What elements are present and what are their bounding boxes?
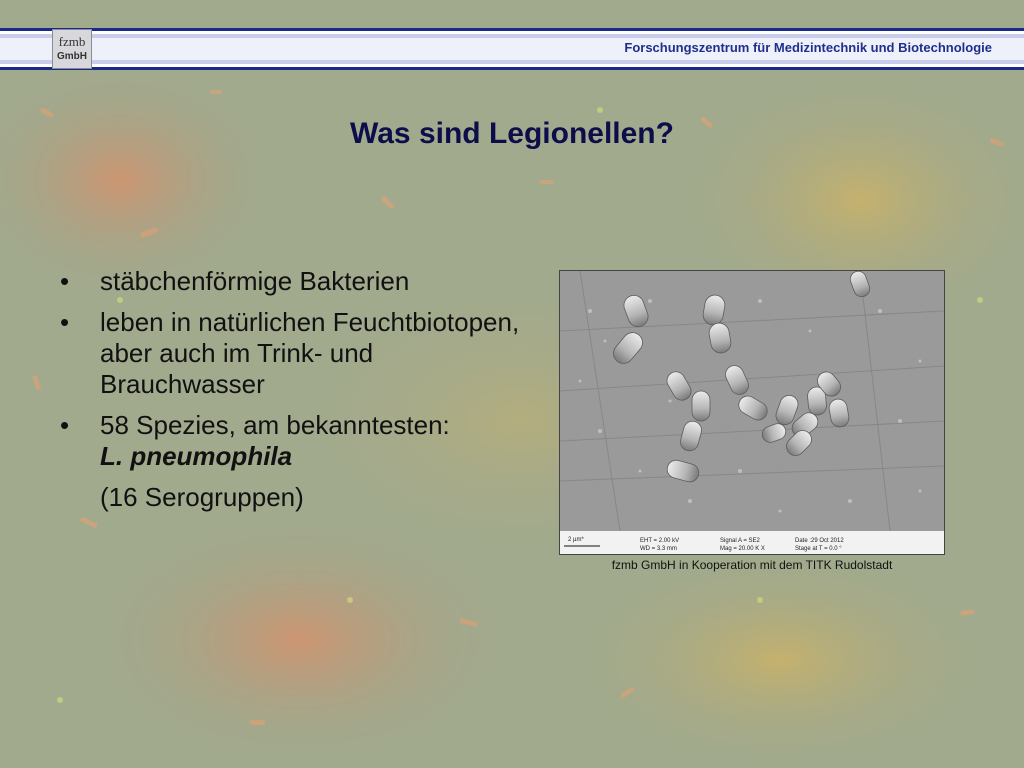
sem-date: Date :29 Oct 2012 <box>795 538 844 544</box>
logo-text-top: fzmb <box>58 34 86 49</box>
logo-text-bottom: GmbH <box>57 51 87 62</box>
bullet-dot-icon: • <box>60 307 70 337</box>
species-name: L. pneumophila <box>100 441 293 471</box>
organization-name: Forschungszentrum für Medizintechnik und Biotechnologie <box>624 40 992 55</box>
sem-mag: Mag = 20.00 K X <box>720 546 765 552</box>
bullet-list <box>60 266 530 523</box>
sem-scale-bar: 2 µm* <box>568 537 584 543</box>
sem-signal: Signal A = SE2 <box>720 538 760 544</box>
bullet-item <box>60 307 530 400</box>
fzmb-logo <box>52 29 92 69</box>
slide-title: Was sind Legionellen? <box>350 117 674 150</box>
serogroup-note: (16 Serogruppen) <box>100 482 304 512</box>
sem-micrograph <box>559 270 945 555</box>
sem-eht: EHT = 2.00 kV <box>640 538 680 544</box>
sem-stage: Stage at T = 0.0 ° <box>795 546 842 552</box>
bullet-text: stäbchenförmige Bakterien <box>100 266 410 296</box>
bullet-dot-icon: • <box>60 266 70 296</box>
bullet-item <box>60 410 530 513</box>
sem-wd: WD = 3.3 mm <box>640 546 677 552</box>
figure-caption: fzmb GmbH in Kooperation mit dem TITK Rudolstadt <box>611 558 893 572</box>
bullet-text: leben in natürlichen Feuchtbiotopen, aber auch im Trink- und Brauchwasser <box>100 307 520 399</box>
bullet-text: 58 Spezies, am bekanntesten: <box>100 410 450 440</box>
bullet-dot-icon: • <box>60 410 70 440</box>
bullet-item <box>60 266 530 297</box>
